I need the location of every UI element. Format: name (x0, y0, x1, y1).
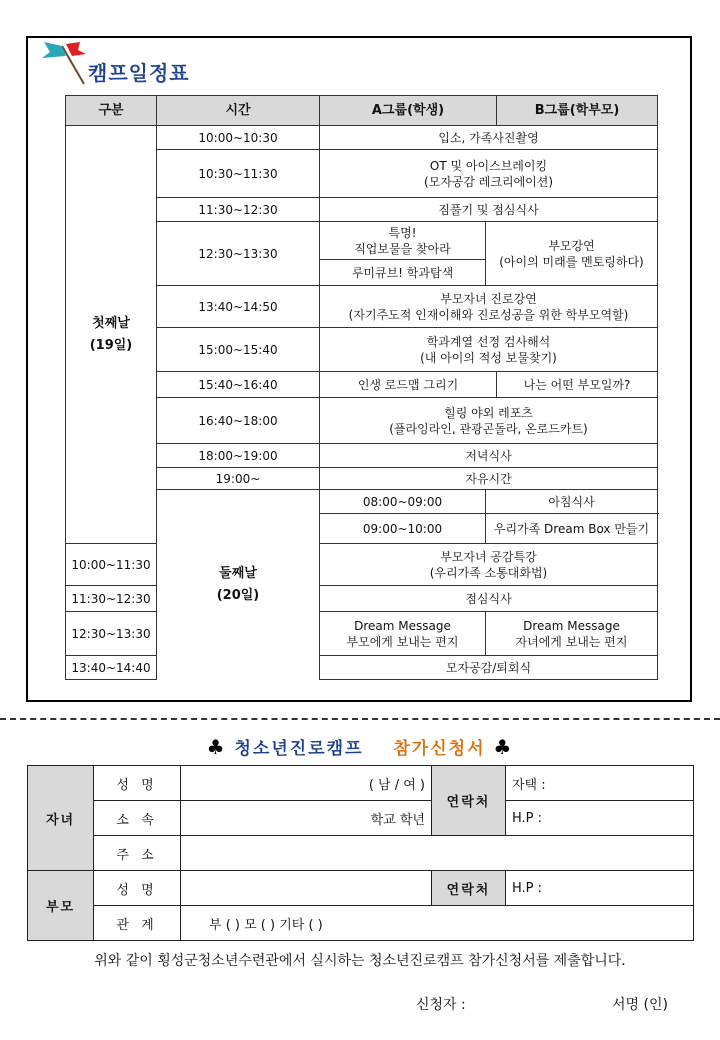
child-address-label: 주 소 (94, 836, 181, 871)
form-title-sub: 참가신청서 (393, 739, 486, 759)
parent-name-field[interactable] (181, 871, 432, 906)
activity-cell (320, 286, 658, 328)
schedule-header-row (66, 96, 658, 126)
submission-statement: 위와 같이 횡성군청소년수련관에서 실시하는 청소년진로캠프 참가신청서를 제출합니다. (94, 953, 626, 969)
form-title-main: 청소년진로캠프 (234, 739, 364, 759)
activity-cell (320, 150, 658, 198)
parent-mobile-field[interactable]: H.P : (506, 871, 694, 906)
time-cell: 13:40~14:40 (66, 656, 157, 680)
time-cell: 11:30~12:30 (66, 586, 157, 612)
time-cell: 13:40~14:50 (157, 286, 320, 328)
activity-cell-b: 나는 어떤 부모일까? (497, 372, 658, 398)
table-row (66, 612, 658, 656)
table-row (66, 126, 658, 150)
activity-cell: 입소, 가족사진촬영 (320, 126, 658, 150)
activity-line: 자녀에게 보내는 편지 (515, 634, 628, 649)
activity-line: (아이의 미래를 멘토링하다) (499, 254, 644, 269)
home-phone-field[interactable]: 자택 : (506, 766, 694, 801)
time-cell: 08:00~09:00 (320, 490, 486, 514)
child-section-label: 자녀 (28, 766, 94, 871)
child-contact-label: 연락처 (432, 766, 506, 836)
activity-line: OT 및 아이스브레이킹 (429, 158, 548, 173)
day1-date: (19일) (89, 337, 133, 353)
club-icon: ♣ (493, 735, 514, 759)
time-cell: 10:00~11:30 (66, 544, 157, 586)
applicant-label: 신청자 : (416, 997, 466, 1013)
activity-cell: 우리가족 Dream Box 만들기 (486, 514, 658, 544)
day1-cell (66, 126, 157, 544)
activity-line: (모자공감 레크리에이션) (423, 174, 554, 189)
activity-line: (플라잉라인, 관광곤돌라, 온로드카트) (389, 421, 588, 436)
time-cell: 19:00~ (157, 468, 320, 490)
parent-contact-label: 연락처 (432, 871, 506, 906)
header-category: 구분 (66, 96, 157, 126)
time-cell: 11:30~12:30 (157, 198, 320, 222)
child-name-label: 성 명 (94, 766, 181, 801)
activity-line: 부모에게 보내는 편지 (346, 634, 459, 649)
activity-line: 학과계열 선정 검사해석 (426, 334, 551, 349)
schedule-title: 캠프일정표 (88, 61, 190, 85)
activity-cell: 짐풀기 및 점심식사 (320, 198, 658, 222)
child-mobile-field[interactable]: H.P : (506, 801, 694, 836)
activity-cell-b (486, 612, 658, 656)
activity-cell-a (320, 612, 486, 656)
club-icon: ♣ (206, 735, 227, 759)
day2-date: (20일) (216, 587, 260, 603)
activity-cell (320, 544, 658, 586)
parent-relation-field[interactable]: 부 ( ) 모 ( ) 기타 ( ) (181, 906, 694, 941)
time-cell: 15:00~15:40 (157, 328, 320, 372)
parent-relation-label: 관 계 (94, 906, 181, 941)
activity-cell (320, 328, 658, 372)
parent-name-label: 성 명 (94, 871, 181, 906)
child-affiliation-label: 소 속 (94, 801, 181, 836)
child-affiliation-field[interactable]: 학교 학년 (181, 801, 432, 836)
activity-cell-a: 인생 로드맵 그리기 (320, 372, 497, 398)
cut-line (0, 718, 720, 720)
signature-label: 서명 (인) (612, 997, 668, 1013)
activity-line: Dream Message (354, 618, 451, 633)
activity-line: 부모자녀 진로강연 (440, 291, 537, 306)
activity-line: 힐링 야외 레포츠 (444, 405, 533, 420)
time-cell: 10:30~11:30 (157, 150, 320, 198)
table-row (66, 656, 658, 680)
activity-cell: 저녁식사 (320, 444, 658, 468)
child-address-field[interactable] (181, 836, 694, 871)
application-form (27, 765, 694, 941)
activity-cell: 아침식사 (486, 490, 658, 514)
activity-line: 부모강연 (548, 238, 595, 253)
child-name-field[interactable]: ( 남 / 여 ) (181, 766, 432, 801)
time-cell: 15:40~16:40 (157, 372, 320, 398)
schedule-table (65, 95, 658, 680)
activity-cell-b (486, 222, 658, 286)
day2-cell (157, 490, 320, 680)
form-title (0, 734, 720, 759)
activity-line: Dream Message (523, 618, 620, 633)
activity-line: 특명! (388, 225, 417, 240)
activity-cell-a: 루미큐브! 학과탐색 (320, 260, 486, 286)
parent-section-label: 부모 (28, 871, 94, 941)
activity-cell: 자유시간 (320, 468, 658, 490)
table-row (66, 544, 658, 586)
activity-line: 부모자녀 공감특강 (440, 549, 537, 564)
header-time: 시간 (157, 96, 320, 126)
header-group-a: A그룹(학생) (320, 96, 497, 126)
table-row (66, 586, 658, 612)
activity-line: (우리가족 소통대화법) (429, 565, 548, 580)
header-group-b: B그룹(학부모) (497, 96, 658, 126)
day2-label: 둘째날 (219, 565, 257, 581)
activity-cell-a (320, 222, 486, 260)
activity-cell (320, 398, 658, 444)
time-cell: 12:30~13:30 (157, 222, 320, 286)
time-cell: 12:30~13:30 (66, 612, 157, 656)
activity-line: 직업보물을 찾아라 (354, 241, 451, 256)
time-cell: 09:00~10:00 (320, 514, 486, 544)
time-cell: 10:00~10:30 (157, 126, 320, 150)
activity-line: (자기주도적 인재이해와 진로성공을 위한 학부모역할) (348, 307, 629, 322)
time-cell: 16:40~18:00 (157, 398, 320, 444)
activity-line: (내 아이의 적성 보물찾기) (420, 350, 557, 365)
activity-cell: 모자공감/퇴회식 (320, 656, 658, 680)
day1-label: 첫째날 (92, 315, 130, 331)
activity-cell: 점심식사 (320, 586, 658, 612)
time-cell: 18:00~19:00 (157, 444, 320, 468)
